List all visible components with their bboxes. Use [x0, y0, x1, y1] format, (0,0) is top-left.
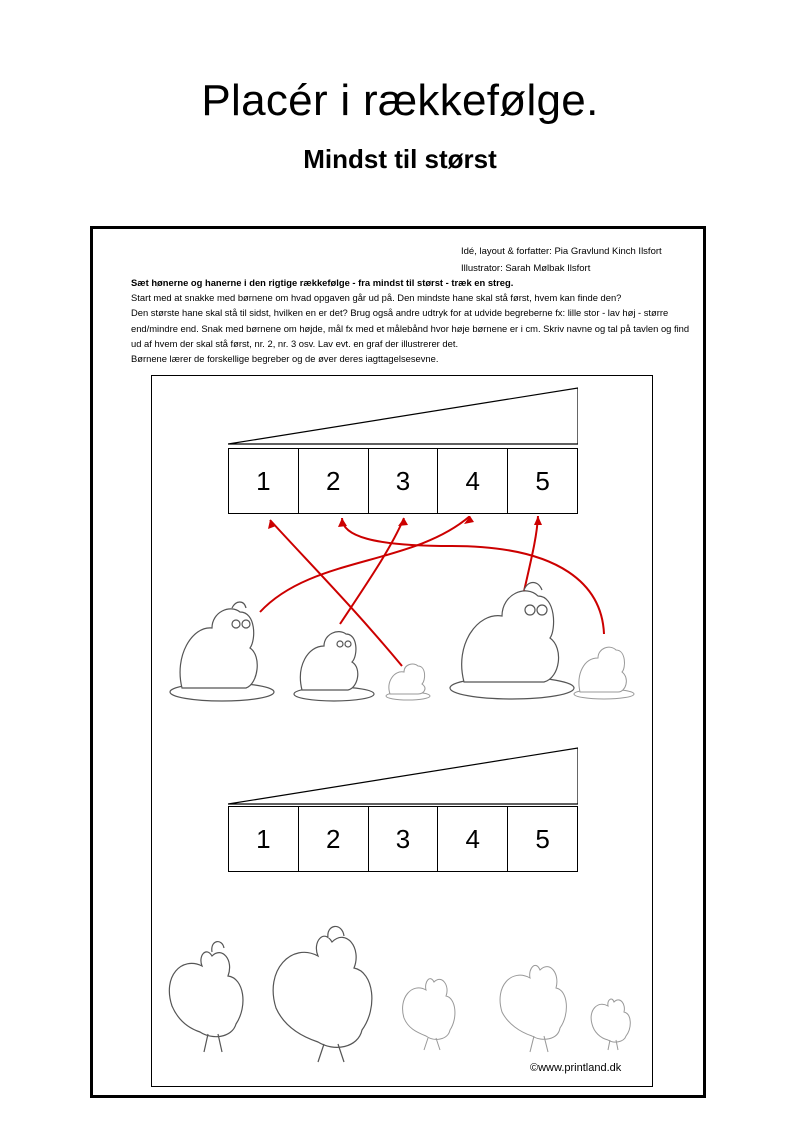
page-title: Placér i rækkefølge.	[201, 76, 599, 125]
instructions-line: Den største hane skal stå til sidst, hvilken en er det? Brug også andre udtryk for at udvide begreberne fx: lille stor - lav høj - større end/mindre end. Snak med børnene om højde, mål fx med et målebånd hvor høje børnene er i cm. Skriv navne og tal på tavlen og find ud af hvem der skal stå først, nr. 2, nr. 3 osv. Lav evt. en graf der illustrerer det.	[131, 307, 690, 349]
order-box-4[interactable]: 4	[438, 807, 508, 871]
credits	[461, 243, 691, 277]
author-credit: Idé, layout & forfatter: Pia Gravlund Kinch Ilsfort	[461, 246, 662, 257]
rooster-icon	[273, 926, 372, 1062]
worksheet-frame	[90, 226, 706, 1098]
arrowheads	[268, 516, 542, 529]
size-wedge	[228, 746, 578, 806]
hens-illustration	[152, 516, 652, 716]
instructions-line: Børnene lærer de forskellige begreber og de øver deres iagttagelsesevne.	[131, 353, 439, 365]
roosters-illustration	[152, 916, 652, 1066]
copyright: ©www.printland.dk	[530, 1062, 622, 1074]
rooster-icon	[169, 942, 243, 1052]
instructions-line: Start med at snakke med børnene om hvad opgaven går ud på. Den mindste hane skal stå først, hvem kan finde den?	[131, 292, 622, 304]
order-box-3[interactable]: 3	[369, 449, 439, 513]
exercise-area	[151, 375, 653, 1087]
hen-icon	[450, 583, 574, 700]
answer-line	[342, 518, 604, 634]
answer-line	[260, 516, 470, 612]
order-box-1[interactable]: 1	[229, 807, 299, 871]
order-box-5[interactable]: 5	[535, 823, 550, 854]
rooster-icon	[591, 999, 630, 1050]
hen-icon	[574, 647, 634, 699]
rooster-icon	[500, 965, 566, 1052]
order-box-3[interactable]: 3	[369, 807, 439, 871]
hen-icon	[294, 632, 374, 701]
page-subtitle: Mindst til størst	[303, 144, 497, 174]
order-box-2[interactable]: 2	[299, 449, 369, 513]
answer-line	[340, 518, 404, 624]
rooster-icon	[403, 979, 455, 1050]
instructions-lead: Sæt hønerne og hanerne i den rigtige rækkefølge - fra mindst til størst - træk en streg.	[131, 277, 514, 288]
order-box-5[interactable]: 5	[535, 465, 550, 496]
order-box-2[interactable]: 2	[299, 807, 369, 871]
illustrator-credit: Illustrator: Sarah Mølbak Ilsfort	[461, 263, 591, 274]
hen-icon	[170, 602, 274, 701]
size-wedge	[228, 386, 578, 446]
order-box-1[interactable]: 1	[229, 449, 299, 513]
order-boxes	[228, 448, 578, 514]
instructions	[131, 275, 691, 366]
hen-icon	[386, 664, 430, 700]
order-box-4[interactable]: 4	[438, 449, 508, 513]
order-boxes	[228, 806, 578, 872]
